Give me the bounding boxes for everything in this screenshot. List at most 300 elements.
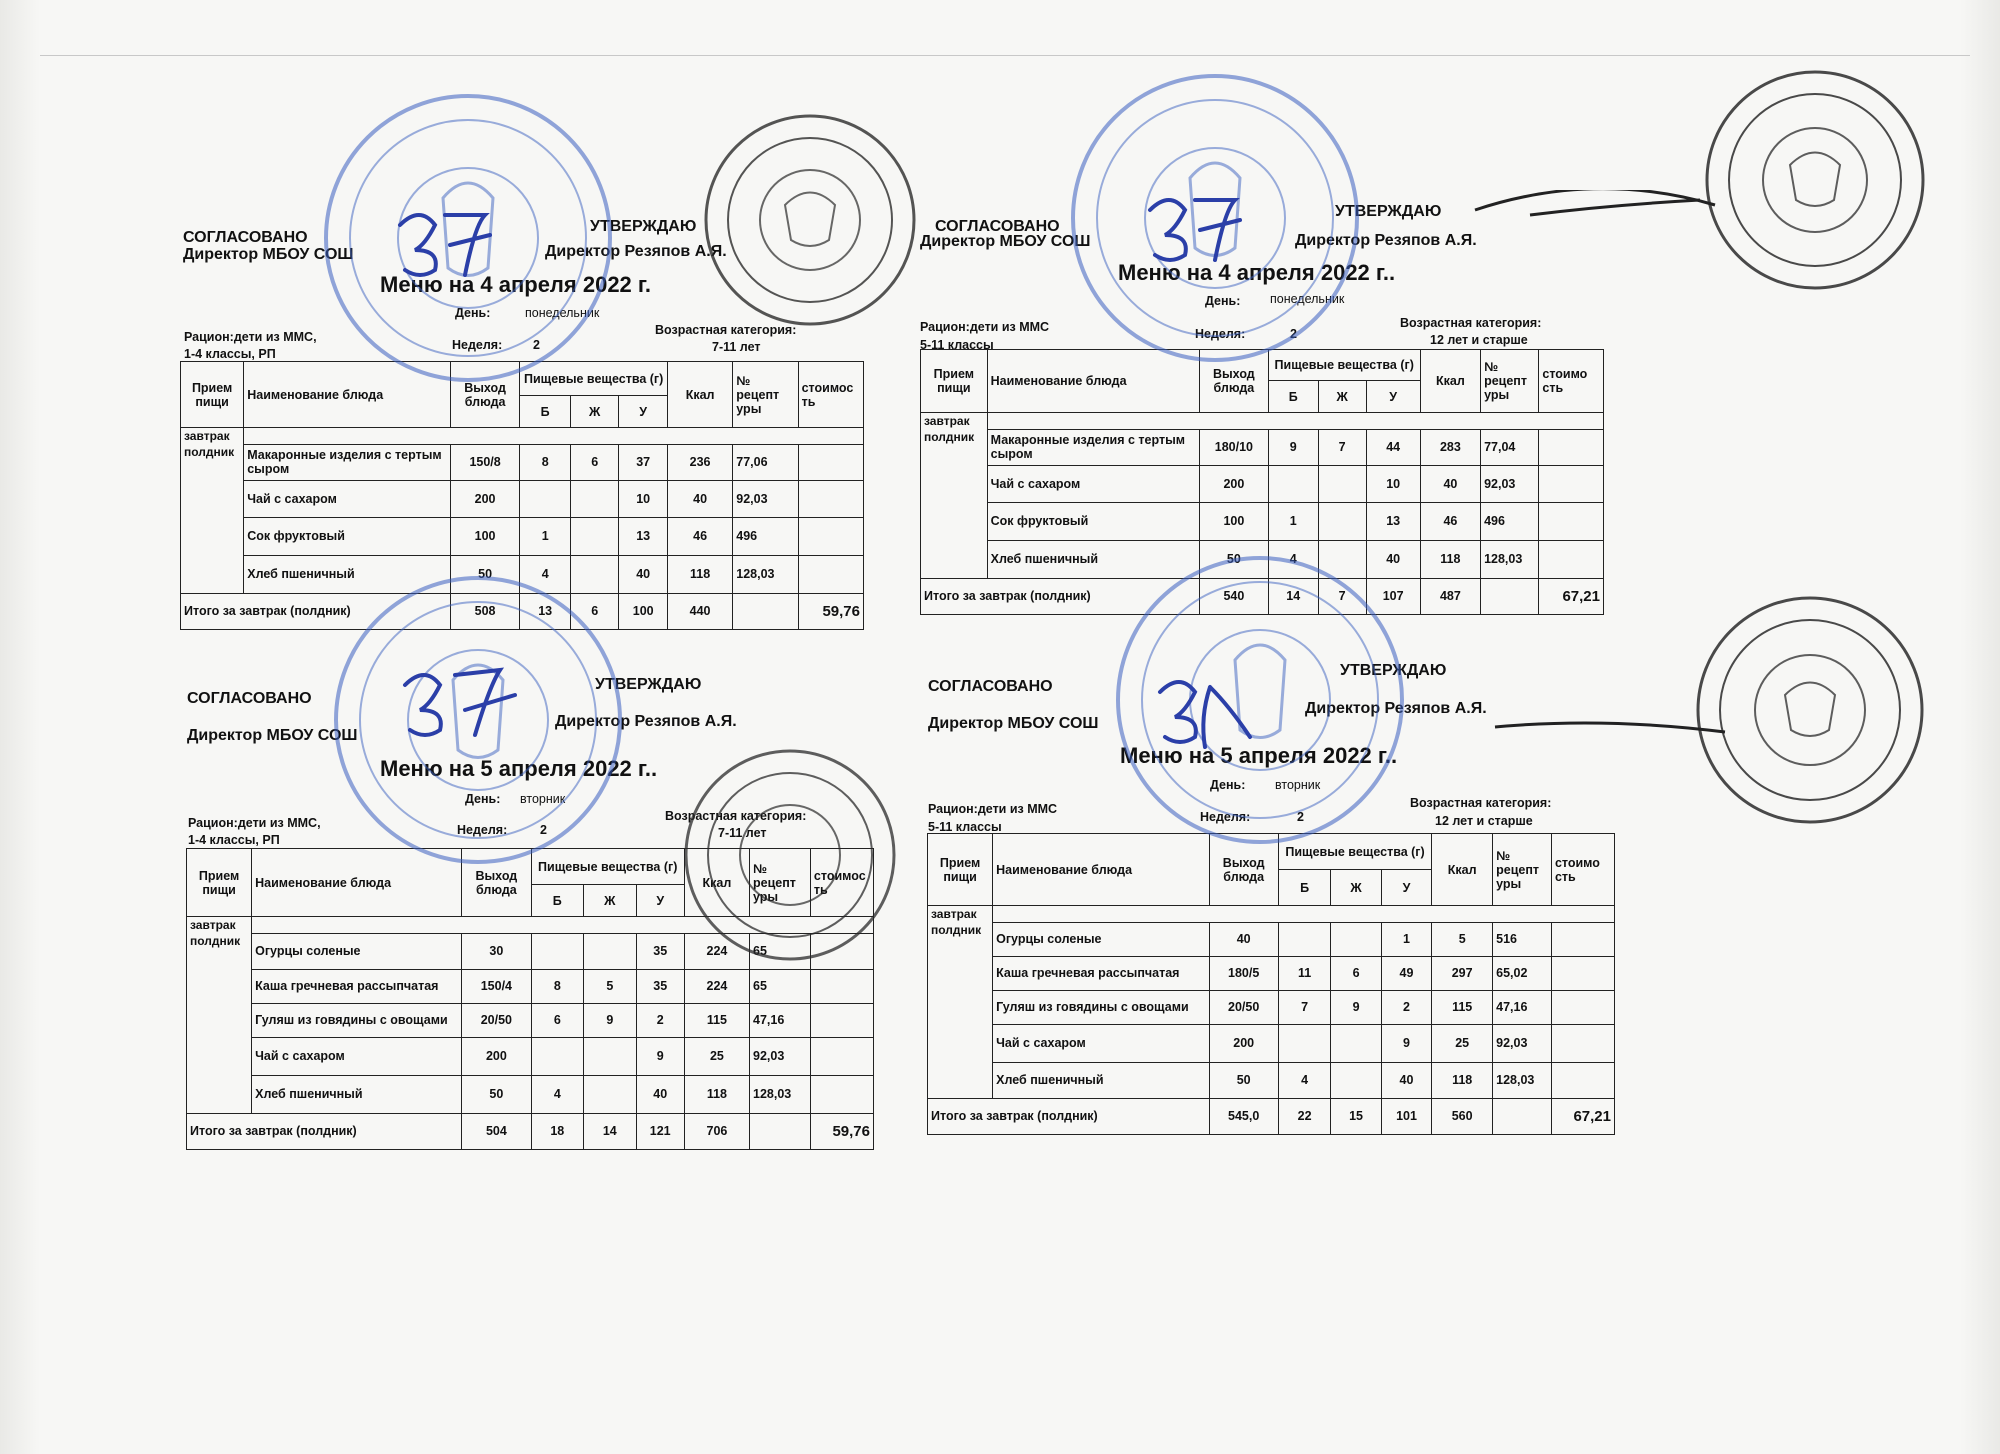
age-value: 12 лет и старше [1430,333,1528,347]
dish-u: 40 [636,1075,684,1113]
col-meal: Прием пищи [181,362,244,428]
blank-row [244,428,864,445]
director-name-label: Директор Резяпов А.Я. [1295,232,1477,249]
dish-yield: 200 [462,1037,531,1075]
day-label: День: [1210,778,1246,792]
dish-kcal: 5 [1432,922,1493,956]
director-school-label: Директор МБОУ СОШ [920,233,1091,250]
age-label: Возрастная категория: [1400,316,1542,330]
dish-u: 10 [619,480,667,517]
approve-label: УТВЕРЖДАЮ [590,218,697,235]
table-row [928,1062,1615,1098]
dish-yield: 20/50 [1209,990,1278,1024]
dish-recipe: 77,06 [733,444,798,480]
col-kcal: Ккал [684,849,749,917]
col-b: Б [1278,870,1331,906]
dish-recipe: 496 [733,517,798,555]
dish-name: Чай с сахаром [244,480,451,517]
dish-recipe: 128,03 [1493,1062,1552,1098]
dish-name: Чай с сахаром [993,1024,1209,1062]
dish-u: 13 [1366,502,1420,540]
dish-b: 1 [520,517,571,555]
dish-cost [1551,956,1614,990]
col-nutrients: Пищевые вещества (г) [520,362,668,396]
dish-recipe: 47,16 [750,1003,811,1037]
dish-zh [1318,502,1366,540]
total-zh: 15 [1331,1098,1381,1134]
dish-kcal: 40 [667,480,732,517]
col-yield: Выход блюда [462,849,531,917]
week-value: 2 [540,823,547,837]
approve-label: УТВЕРЖДАЮ [1335,203,1442,220]
dish-yield: 100 [450,517,520,555]
dish-zh [1331,1024,1381,1062]
menu-title: Меню на 4 апреля 2022 г.. [1118,260,1396,285]
dish-yield: 50 [462,1075,531,1113]
day-value: понедельник [1270,292,1345,306]
total-u: 101 [1381,1098,1431,1134]
dish-zh [584,1075,637,1113]
dish-u: 40 [1366,540,1420,578]
dish-kcal: 283 [1420,429,1480,465]
dish-recipe: 128,03 [1481,540,1539,578]
table-row [928,956,1615,990]
dish-name: Каша гречневая рассыпчатая [993,956,1209,990]
total-yield: 545,0 [1209,1098,1278,1134]
table-row [921,540,1604,578]
dish-recipe: 128,03 [733,555,798,593]
total-label: Итого за завтрак (полдник) [928,1098,1210,1134]
dish-name: Сок фруктовый [244,517,451,555]
table-row [181,517,864,555]
dish-kcal: 118 [1420,540,1480,578]
dish-yield: 150/4 [462,969,531,1003]
dish-yield: 150/8 [450,444,520,480]
table-row [187,1003,874,1037]
table-row [187,969,874,1003]
dish-cost [1551,1062,1614,1098]
dish-b [1268,465,1318,502]
menu-title: Меню на 5 апреля 2022 г.. [1120,743,1398,768]
col-u: У [619,396,667,428]
dish-yield: 100 [1200,502,1269,540]
dish-kcal: 297 [1432,956,1493,990]
dish-recipe: 65 [750,969,811,1003]
dish-recipe: 92,03 [1481,465,1539,502]
table-row [181,480,864,517]
dish-zh: 7 [1318,429,1366,465]
dish-yield: 200 [450,480,520,517]
total-u: 121 [636,1113,684,1149]
total-zh: 6 [570,593,618,629]
col-nutrients: Пищевые вещества (г) [1268,350,1420,381]
col-kcal: Ккал [1420,350,1480,413]
total-label: Итого за завтрак (полдник) [181,593,451,629]
col-yield: Выход блюда [450,362,520,428]
dish-recipe: 77,04 [1481,429,1539,465]
dish-kcal: 224 [684,933,749,969]
meal-breakfast: завтрак [181,428,244,445]
scan-edge-line [40,55,1970,56]
dish-name: Огурцы соленые [252,933,462,969]
dish-cost [810,1075,873,1113]
dish-recipe: 496 [1481,502,1539,540]
col-kcal: Ккал [667,362,732,428]
day-label: День: [1205,294,1241,308]
dish-name: Хлеб пшеничный [252,1075,462,1113]
age-value: 7-11 лет [718,826,767,840]
col-recipe: № рецепт уры [733,362,798,428]
agreed-label: СОГЛАСОВАНО [935,218,1060,235]
menu-table [927,833,1615,1135]
dish-name: Хлеб пшеничный [987,540,1199,578]
total-b: 13 [520,593,571,629]
meal-snack: полдник [181,444,244,593]
dish-b: 4 [531,1075,584,1113]
col-dish: Наименование блюда [987,350,1199,413]
dish-u: 35 [636,969,684,1003]
dish-cost [1551,990,1614,1024]
dish-zh [1318,540,1366,578]
col-dish: Наименование блюда [252,849,462,917]
table-row [187,933,874,969]
blank-row [987,413,1603,430]
dish-yield: 50 [1209,1062,1278,1098]
week-label: Неделя: [1200,810,1251,824]
dish-cost [798,444,863,480]
col-zh: Ж [584,885,637,917]
director-school-label: Директор МБОУ СОШ [928,715,1099,732]
total-cost: 67,21 [1551,1098,1614,1134]
dish-zh: 9 [1331,990,1381,1024]
total-kcal: 440 [667,593,732,629]
dish-cost [798,480,863,517]
dish-cost [810,1037,873,1075]
dish-cost [1551,1024,1614,1062]
col-dish: Наименование блюда [244,362,451,428]
table-row [187,1037,874,1075]
meal-snack: полдник [921,429,988,578]
day-value: вторник [1275,778,1321,792]
dish-recipe: 516 [1493,922,1552,956]
dish-kcal: 224 [684,969,749,1003]
week-value: 2 [1290,327,1297,341]
dish-name: Гуляш из говядины с овощами [993,990,1209,1024]
dish-u: 2 [636,1003,684,1037]
total-row [181,593,864,629]
ration-label: Рацион:дети из ММС [920,320,1050,334]
dish-kcal: 40 [1420,465,1480,502]
dish-name: Каша гречневая рассыпчатая [252,969,462,1003]
dish-cost [1539,540,1604,578]
dish-kcal: 25 [684,1037,749,1075]
age-value: 12 лет и старше [1435,814,1533,828]
age-label: Возрастная категория: [1410,796,1552,810]
dish-u: 37 [619,444,667,480]
dish-cost [1539,465,1604,502]
col-meal: Прием пищи [187,849,252,917]
dish-zh [570,517,618,555]
dish-recipe: 65 [750,933,811,969]
dish-yield: 180/5 [1209,956,1278,990]
day-value: понедельник [525,306,600,320]
col-u: У [1366,381,1420,413]
total-row [921,578,1604,614]
dish-recipe: 128,03 [750,1075,811,1113]
col-zh: Ж [1318,381,1366,413]
agreed-label: СОГЛАСОВАНО [183,229,308,246]
dish-zh [1318,465,1366,502]
total-recipe [1493,1098,1552,1134]
dish-recipe: 92,03 [1493,1024,1552,1062]
col-b: Б [531,885,584,917]
col-u: У [1381,870,1431,906]
dish-kcal: 46 [1420,502,1480,540]
dish-zh [570,480,618,517]
total-cost: 67,21 [1539,578,1604,614]
meal-snack: полдник [187,933,252,1113]
col-dish: Наименование блюда [993,834,1209,906]
total-yield: 504 [462,1113,531,1149]
dish-b: 11 [1278,956,1331,990]
dish-b: 4 [1278,1062,1331,1098]
dish-yield: 50 [450,555,520,593]
meal-snack: полдник [928,922,993,1098]
dish-b: 8 [531,969,584,1003]
dish-kcal: 236 [667,444,732,480]
dish-name: Хлеб пшеничный [244,555,451,593]
director-school-label: Директор МБОУ СОШ [187,727,358,744]
dish-recipe: 92,03 [733,480,798,517]
dish-u: 9 [1381,1024,1431,1062]
total-cost: 59,76 [798,593,863,629]
table-row [187,1075,874,1113]
class-label: 1-4 классы, РП [188,833,280,847]
ration-label: Рацион:дети из ММС [928,802,1058,816]
dish-zh: 9 [584,1003,637,1037]
dish-yield: 20/50 [462,1003,531,1037]
dish-name: Сок фруктовый [987,502,1199,540]
dish-b [1278,922,1331,956]
dish-kcal: 115 [1432,990,1493,1024]
col-yield: Выход блюда [1209,834,1278,906]
week-label: Неделя: [1195,327,1246,341]
meal-breakfast: завтрак [928,906,993,923]
dish-zh [1331,1062,1381,1098]
agreed-label: СОГЛАСОВАНО [187,690,312,707]
dish-cost [1551,922,1614,956]
dish-zh [1331,922,1381,956]
director-school-label: Директор МБОУ СОШ [183,246,354,263]
total-u: 100 [619,593,667,629]
dish-cost [1539,502,1604,540]
menu-table [920,349,1604,615]
total-yield: 508 [450,593,520,629]
ration-label: Рацион:дети из ММС, [188,816,321,830]
age-label: Возрастная категория: [665,809,807,823]
total-label: Итого за завтрак (полдник) [921,578,1200,614]
table-row [921,429,1604,465]
col-yield: Выход блюда [1200,350,1269,413]
total-row [187,1113,874,1149]
total-u: 107 [1366,578,1420,614]
dish-zh: 6 [1331,956,1381,990]
dish-b [531,933,584,969]
dish-u: 10 [1366,465,1420,502]
dish-name: Гуляш из говядины с овощами [252,1003,462,1037]
menu-table [186,848,874,1150]
dish-name: Макаронные изделия с тертым сыром [987,429,1199,465]
total-recipe [750,1113,811,1149]
dish-cost [810,1003,873,1037]
age-label: Возрастная категория: [655,323,797,337]
day-label: День: [455,306,491,320]
total-kcal: 560 [1432,1098,1493,1134]
dish-recipe: 47,16 [1493,990,1552,1024]
dish-name: Макаронные изделия с тертым сыром [244,444,451,480]
director-name-label: Директор Резяпов А.Я. [545,243,727,260]
menu-table [180,361,864,630]
blank-row [993,906,1615,923]
day-label: День: [465,792,501,806]
col-b: Б [520,396,571,428]
total-cost: 59,76 [810,1113,873,1149]
table-row [181,444,864,480]
col-recipe: № рецепт уры [1493,834,1552,906]
dish-recipe: 65,02 [1493,956,1552,990]
dish-name: Чай с сахаром [252,1037,462,1075]
meal-breakfast: завтрак [187,917,252,934]
dish-u: 40 [619,555,667,593]
dish-u: 2 [1381,990,1431,1024]
total-b: 18 [531,1113,584,1149]
table-row [928,922,1615,956]
col-cost: стоимос ть [810,849,873,917]
dish-u: 13 [619,517,667,555]
week-label: Неделя: [457,823,508,837]
week-value: 2 [1297,810,1304,824]
class-label: 5-11 классы [920,338,994,352]
dish-zh: 5 [584,969,637,1003]
col-zh: Ж [1331,870,1381,906]
dish-cost [798,517,863,555]
menu-title: Меню на 5 апреля 2022 г.. [380,756,658,781]
dish-yield: 180/10 [1200,429,1269,465]
dish-b: 6 [531,1003,584,1037]
total-yield: 540 [1200,578,1269,614]
total-b: 14 [1268,578,1318,614]
class-label: 5-11 классы [928,820,1002,834]
week-value: 2 [533,338,540,352]
dish-b [531,1037,584,1075]
table-row [921,465,1604,502]
total-recipe [1481,578,1539,614]
dish-name: Хлеб пшеничный [993,1062,1209,1098]
day-value: вторник [520,792,566,806]
col-zh: Ж [570,396,618,428]
week-label: Неделя: [452,338,503,352]
col-recipe: № рецепт уры [750,849,811,917]
dish-u: 49 [1381,956,1431,990]
dish-recipe: 92,03 [750,1037,811,1075]
table-row [928,990,1615,1024]
dish-u: 44 [1366,429,1420,465]
total-label: Итого за завтрак (полдник) [187,1113,462,1149]
dish-zh [570,555,618,593]
director-name-label: Директор Резяпов А.Я. [1305,700,1487,717]
dish-b [520,480,571,517]
total-zh: 7 [1318,578,1366,614]
dish-u: 35 [636,933,684,969]
dish-b: 4 [1268,540,1318,578]
col-kcal: Ккал [1432,834,1493,906]
ration-label: Рацион:дети из ММС, [184,330,317,344]
dish-zh [584,1037,637,1075]
dish-zh [584,933,637,969]
table-row [921,502,1604,540]
dish-b: 1 [1268,502,1318,540]
col-recipe: № рецепт уры [1481,350,1539,413]
dish-cost [798,555,863,593]
dish-kcal: 118 [667,555,732,593]
dish-b: 8 [520,444,571,480]
dish-kcal: 118 [684,1075,749,1113]
dish-yield: 30 [462,933,531,969]
dish-yield: 40 [1209,922,1278,956]
dish-b: 9 [1268,429,1318,465]
dish-u: 40 [1381,1062,1431,1098]
dish-b [1278,1024,1331,1062]
total-recipe [733,593,798,629]
dish-cost [810,969,873,1003]
dish-b: 4 [520,555,571,593]
total-b: 22 [1278,1098,1331,1134]
dish-name: Огурцы соленые [993,922,1209,956]
col-nutrients: Пищевые вещества (г) [1278,834,1431,870]
dish-yield: 200 [1200,465,1269,502]
col-u: У [636,885,684,917]
dish-yield: 50 [1200,540,1269,578]
dish-name: Чай с сахаром [987,465,1199,502]
col-cost: стоимос ть [798,362,863,428]
col-cost: стоимо сть [1539,350,1604,413]
dish-kcal: 25 [1432,1024,1493,1062]
dish-kcal: 46 [667,517,732,555]
dish-u: 9 [636,1037,684,1075]
age-value: 7-11 лет [712,340,761,354]
total-zh: 14 [584,1113,637,1149]
table-row [181,555,864,593]
approve-label: УТВЕРЖДАЮ [595,676,702,693]
meal-breakfast: завтрак [921,413,988,430]
col-nutrients: Пищевые вещества (г) [531,849,684,885]
dish-zh: 6 [570,444,618,480]
approve-label: УТВЕРЖДАЮ [1340,662,1447,679]
dish-kcal: 118 [1432,1062,1493,1098]
director-name-label: Директор Резяпов А.Я. [555,713,737,730]
total-row [928,1098,1615,1134]
blank-row [252,917,874,934]
dish-u: 1 [1381,922,1431,956]
class-label: 1-4 классы, РП [184,347,276,361]
agreed-label: СОГЛАСОВАНО [928,678,1053,695]
dish-cost [810,933,873,969]
dish-kcal: 115 [684,1003,749,1037]
col-cost: стоимо сть [1551,834,1614,906]
col-b: Б [1268,381,1318,413]
total-kcal: 487 [1420,578,1480,614]
total-kcal: 706 [684,1113,749,1149]
